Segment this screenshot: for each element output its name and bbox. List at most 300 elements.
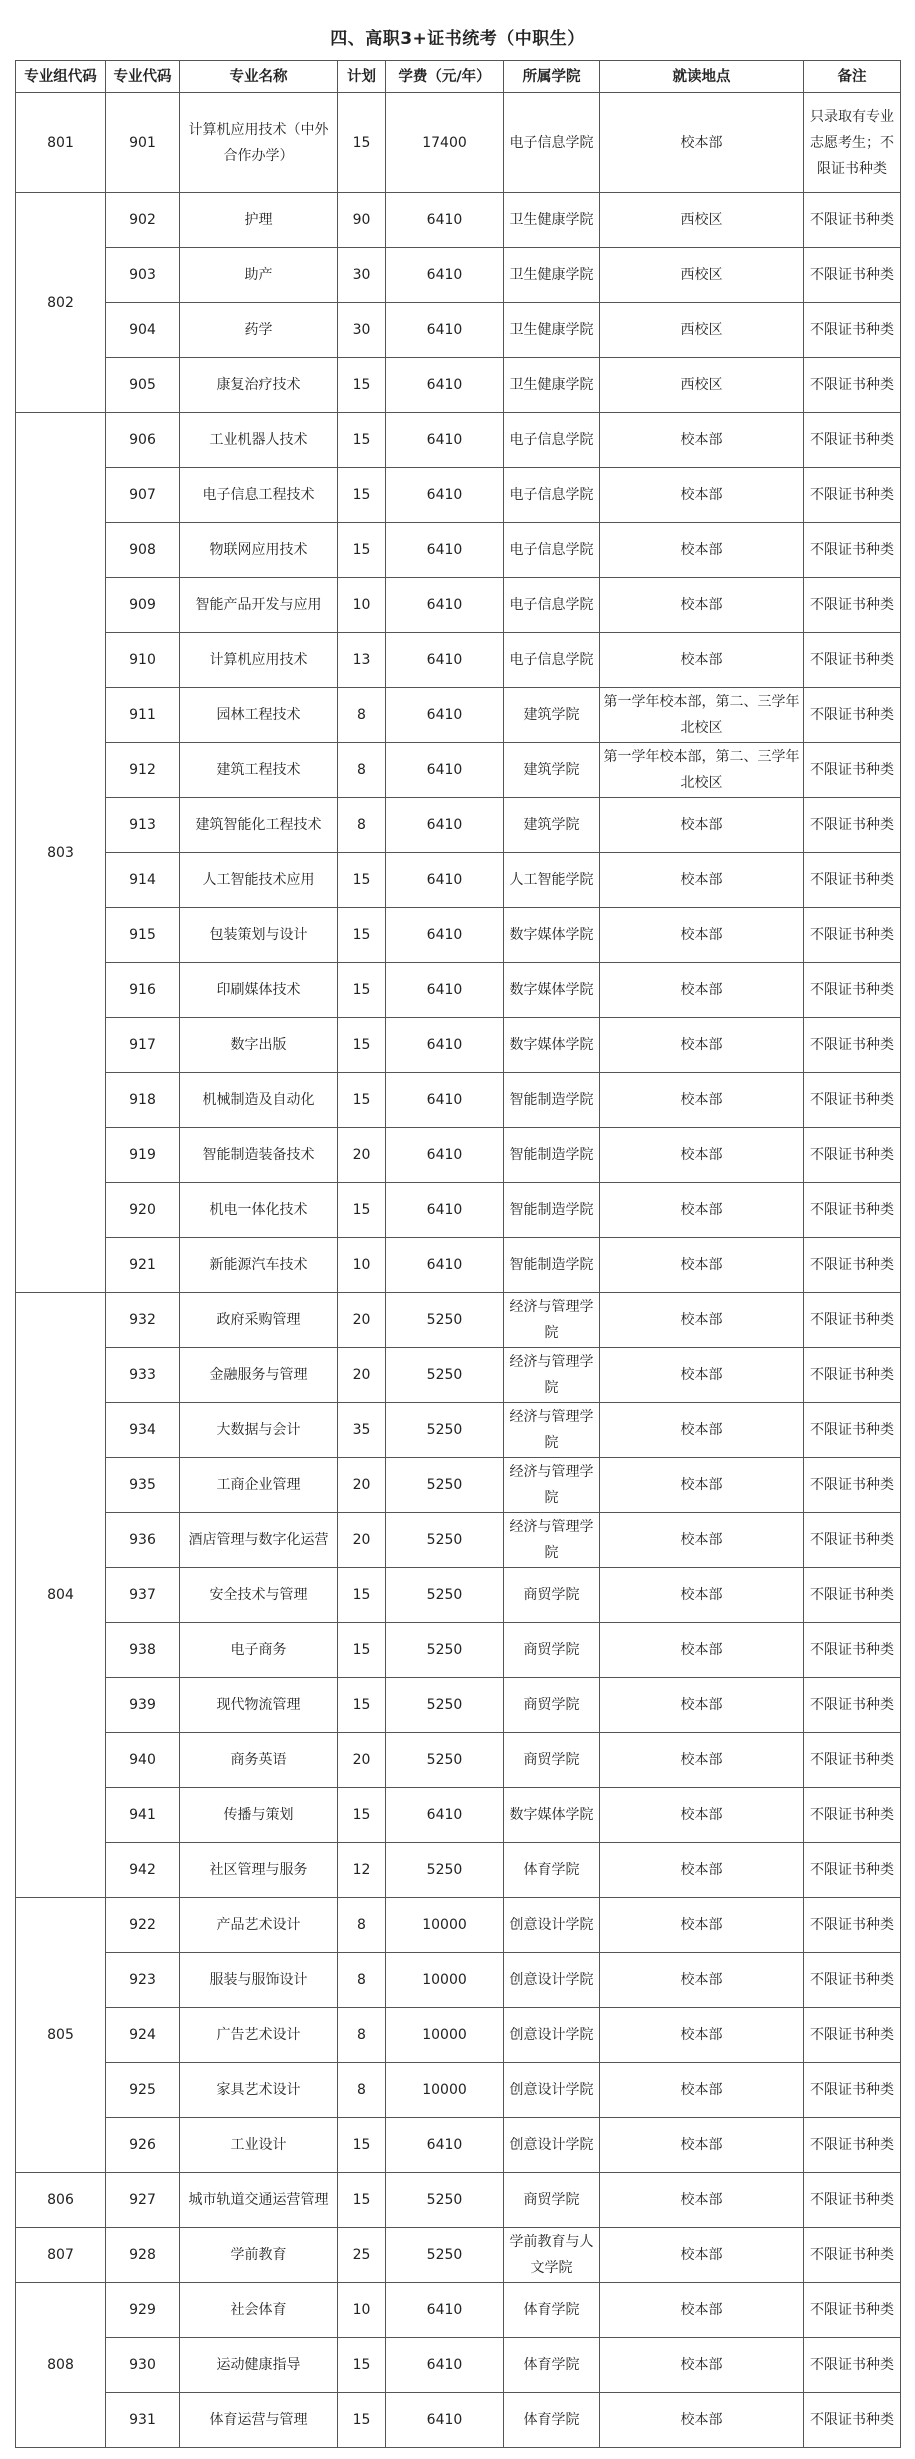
major-code-cell: 924: [106, 2008, 180, 2063]
college-cell: 数字媒体学院: [504, 963, 600, 1018]
table-row: [16, 1403, 901, 1458]
college-cell: 卫生健康学院: [504, 303, 600, 358]
college-cell: 建筑学院: [504, 743, 600, 798]
major-name-cell: 城市轨道交通运营管理: [180, 2173, 338, 2228]
table-row: [16, 1183, 901, 1238]
group-code-cell: 806: [16, 2173, 106, 2228]
major-name-cell: 园林工程技术: [180, 688, 338, 743]
table-row: [16, 2283, 901, 2338]
fee-cell: 6410: [386, 1183, 504, 1238]
location-cell: 第一学年校本部，第二、三学年北校区: [600, 743, 804, 798]
major-name-cell: 机电一体化技术: [180, 1183, 338, 1238]
plan-cell: 15: [338, 1073, 386, 1128]
note-cell: 不限证书种类: [804, 523, 901, 578]
college-cell: 经济与管理学院: [504, 1293, 600, 1348]
note-cell: 不限证书种类: [804, 798, 901, 853]
header-group-code: 专业组代码: [16, 61, 106, 93]
location-cell: 校本部: [600, 2063, 804, 2118]
major-code-cell: 938: [106, 1623, 180, 1678]
fee-cell: 10000: [386, 1898, 504, 1953]
plan-cell: 13: [338, 633, 386, 688]
major-code-cell: 936: [106, 1513, 180, 1568]
fee-cell: 6410: [386, 358, 504, 413]
plan-cell: 15: [338, 1788, 386, 1843]
major-name-cell: 体育运营与管理: [180, 2393, 338, 2448]
fee-cell: 5250: [386, 1678, 504, 1733]
plan-cell: 20: [338, 1458, 386, 1513]
group-code-cell: 807: [16, 2228, 106, 2283]
table-row: [16, 1238, 901, 1293]
college-cell: 建筑学院: [504, 688, 600, 743]
major-code-cell: 920: [106, 1183, 180, 1238]
table-row: [16, 1843, 901, 1898]
table-row: [16, 1293, 901, 1348]
fee-cell: 6410: [386, 248, 504, 303]
major-code-cell: 929: [106, 2283, 180, 2338]
fee-cell: 6410: [386, 578, 504, 633]
location-cell: 校本部: [600, 523, 804, 578]
major-code-cell: 918: [106, 1073, 180, 1128]
fee-cell: 6410: [386, 1788, 504, 1843]
plan-cell: 15: [338, 1623, 386, 1678]
table-row: [16, 1128, 901, 1183]
plan-cell: 15: [338, 2173, 386, 2228]
note-cell: 不限证书种类: [804, 1403, 901, 1458]
major-name-cell: 产品艺术设计: [180, 1898, 338, 1953]
table-row: [16, 2228, 901, 2283]
college-cell: 卫生健康学院: [504, 193, 600, 248]
major-name-cell: 大数据与会计: [180, 1403, 338, 1458]
plan-cell: 15: [338, 1568, 386, 1623]
plan-cell: 20: [338, 1293, 386, 1348]
major-code-cell: 917: [106, 1018, 180, 1073]
fee-cell: 5250: [386, 2228, 504, 2283]
plan-cell: 15: [338, 1678, 386, 1733]
college-cell: 卫生健康学院: [504, 248, 600, 303]
major-code-cell: 904: [106, 303, 180, 358]
fee-cell: 6410: [386, 2338, 504, 2393]
major-name-cell: 商务英语: [180, 1733, 338, 1788]
plan-cell: 12: [338, 1843, 386, 1898]
note-cell: 不限证书种类: [804, 2338, 901, 2393]
table-row: [16, 1678, 901, 1733]
table-row: [16, 1568, 901, 1623]
major-code-cell: 901: [106, 93, 180, 193]
location-cell: 校本部: [600, 468, 804, 523]
college-cell: 数字媒体学院: [504, 1788, 600, 1843]
note-cell: 不限证书种类: [804, 1183, 901, 1238]
major-name-cell: 家具艺术设计: [180, 2063, 338, 2118]
major-name-cell: 计算机应用技术: [180, 633, 338, 688]
location-cell: 校本部: [600, 2393, 804, 2448]
plan-cell: 10: [338, 578, 386, 633]
major-name-cell: 酒店管理与数字化运营: [180, 1513, 338, 1568]
location-cell: 校本部: [600, 1733, 804, 1788]
major-code-cell: 942: [106, 1843, 180, 1898]
plan-cell: 15: [338, 413, 386, 468]
location-cell: 西校区: [600, 303, 804, 358]
table-row: [16, 1623, 901, 1678]
major-name-cell: 智能制造装备技术: [180, 1128, 338, 1183]
college-cell: 电子信息学院: [504, 413, 600, 468]
major-code-cell: 909: [106, 578, 180, 633]
plan-cell: 8: [338, 1898, 386, 1953]
major-name-cell: 工业设计: [180, 2118, 338, 2173]
college-cell: 经济与管理学院: [504, 1348, 600, 1403]
major-code-cell: 932: [106, 1293, 180, 1348]
college-cell: 电子信息学院: [504, 523, 600, 578]
table-row: [16, 303, 901, 358]
location-cell: 校本部: [600, 853, 804, 908]
fee-cell: 5250: [386, 1733, 504, 1788]
major-code-cell: 915: [106, 908, 180, 963]
fee-cell: 6410: [386, 303, 504, 358]
note-cell: 不限证书种类: [804, 1678, 901, 1733]
major-name-cell: 康复治疗技术: [180, 358, 338, 413]
location-cell: 校本部: [600, 1898, 804, 1953]
major-name-cell: 传播与策划: [180, 1788, 338, 1843]
table-row: [16, 248, 901, 303]
plan-cell: 15: [338, 2393, 386, 2448]
major-code-cell: 934: [106, 1403, 180, 1458]
note-cell: 不限证书种类: [804, 1788, 901, 1843]
major-name-cell: 政府采购管理: [180, 1293, 338, 1348]
table-row: [16, 2393, 901, 2448]
location-cell: 校本部: [600, 1348, 804, 1403]
major-name-cell: 社会体育: [180, 2283, 338, 2338]
major-code-cell: 941: [106, 1788, 180, 1843]
group-code-cell: 801: [16, 93, 106, 193]
table-row: [16, 743, 901, 798]
fee-cell: 6410: [386, 413, 504, 468]
table-row: [16, 1953, 901, 2008]
table-row: [16, 1788, 901, 1843]
location-cell: 校本部: [600, 1238, 804, 1293]
note-cell: 不限证书种类: [804, 413, 901, 468]
college-cell: 体育学院: [504, 2283, 600, 2338]
plan-cell: 15: [338, 853, 386, 908]
note-cell: 不限证书种类: [804, 303, 901, 358]
college-cell: 智能制造学院: [504, 1238, 600, 1293]
major-name-cell: 运动健康指导: [180, 2338, 338, 2393]
fee-cell: 6410: [386, 908, 504, 963]
table-row: [16, 468, 901, 523]
college-cell: 商贸学院: [504, 1733, 600, 1788]
table-row: [16, 1018, 901, 1073]
location-cell: 校本部: [600, 1678, 804, 1733]
table-row: [16, 1348, 901, 1403]
group-code-cell: 808: [16, 2283, 106, 2448]
location-cell: 校本部: [600, 2283, 804, 2338]
major-code-cell: 928: [106, 2228, 180, 2283]
group-code-cell: 804: [16, 1293, 106, 1898]
plan-cell: 15: [338, 2118, 386, 2173]
plan-cell: 15: [338, 358, 386, 413]
major-code-cell: 931: [106, 2393, 180, 2448]
note-cell: 不限证书种类: [804, 1238, 901, 1293]
major-code-cell: 903: [106, 248, 180, 303]
location-cell: 校本部: [600, 93, 804, 193]
major-code-cell: 922: [106, 1898, 180, 1953]
table-header-row: [16, 61, 901, 93]
major-code-cell: 902: [106, 193, 180, 248]
note-cell: 不限证书种类: [804, 2283, 901, 2338]
plan-cell: 20: [338, 1513, 386, 1568]
plan-cell: 30: [338, 248, 386, 303]
major-name-cell: 服装与服饰设计: [180, 1953, 338, 2008]
plan-cell: 35: [338, 1403, 386, 1458]
college-cell: 创意设计学院: [504, 2063, 600, 2118]
fee-cell: 5250: [386, 1293, 504, 1348]
note-cell: 不限证书种类: [804, 1953, 901, 2008]
fee-cell: 6410: [386, 1018, 504, 1073]
table-row: [16, 2118, 901, 2173]
group-code-cell: 802: [16, 193, 106, 413]
location-cell: 校本部: [600, 1953, 804, 2008]
major-name-cell: 电子商务: [180, 1623, 338, 1678]
location-cell: 校本部: [600, 1018, 804, 1073]
major-name-cell: 护理: [180, 193, 338, 248]
location-cell: 校本部: [600, 798, 804, 853]
major-name-cell: 工商企业管理: [180, 1458, 338, 1513]
table-body: [16, 93, 901, 2448]
table-row: [16, 1733, 901, 1788]
major-code-cell: 937: [106, 1568, 180, 1623]
major-code-cell: 911: [106, 688, 180, 743]
major-code-cell: 940: [106, 1733, 180, 1788]
header-major-name: 专业名称: [180, 61, 338, 93]
major-code-cell: 908: [106, 523, 180, 578]
note-cell: 不限证书种类: [804, 2063, 901, 2118]
college-cell: 体育学院: [504, 1843, 600, 1898]
college-cell: 数字媒体学院: [504, 1018, 600, 1073]
college-cell: 电子信息学院: [504, 578, 600, 633]
major-name-cell: 数字出版: [180, 1018, 338, 1073]
fee-cell: 5250: [386, 1513, 504, 1568]
table-row: [16, 1513, 901, 1568]
table-row: [16, 633, 901, 688]
location-cell: 校本部: [600, 1623, 804, 1678]
major-name-cell: 现代物流管理: [180, 1678, 338, 1733]
major-code-cell: 925: [106, 2063, 180, 2118]
location-cell: 校本部: [600, 1513, 804, 1568]
location-cell: 校本部: [600, 2008, 804, 2063]
plan-cell: 15: [338, 2338, 386, 2393]
admission-table: [15, 60, 901, 2448]
plan-cell: 15: [338, 963, 386, 1018]
table-row: [16, 1458, 901, 1513]
college-cell: 智能制造学院: [504, 1183, 600, 1238]
college-cell: 创意设计学院: [504, 1898, 600, 1953]
note-cell: 不限证书种类: [804, 1843, 901, 1898]
college-cell: 创意设计学院: [504, 1953, 600, 2008]
table-row: [16, 523, 901, 578]
major-name-cell: 人工智能技术应用: [180, 853, 338, 908]
note-cell: 不限证书种类: [804, 2008, 901, 2063]
college-cell: 电子信息学院: [504, 633, 600, 688]
note-cell: 不限证书种类: [804, 2173, 901, 2228]
header-note: 备注: [804, 61, 901, 93]
fee-cell: 5250: [386, 1348, 504, 1403]
college-cell: 创意设计学院: [504, 2118, 600, 2173]
major-code-cell: 913: [106, 798, 180, 853]
plan-cell: 30: [338, 303, 386, 358]
table-row: [16, 413, 901, 468]
note-cell: 不限证书种类: [804, 1568, 901, 1623]
note-cell: 不限证书种类: [804, 468, 901, 523]
major-name-cell: 建筑智能化工程技术: [180, 798, 338, 853]
major-name-cell: 社区管理与服务: [180, 1843, 338, 1898]
major-name-cell: 安全技术与管理: [180, 1568, 338, 1623]
major-code-cell: 906: [106, 413, 180, 468]
plan-cell: 8: [338, 688, 386, 743]
note-cell: 不限证书种类: [804, 248, 901, 303]
fee-cell: 6410: [386, 1073, 504, 1128]
location-cell: 校本部: [600, 1458, 804, 1513]
table-row: [16, 963, 901, 1018]
location-cell: 校本部: [600, 1183, 804, 1238]
location-cell: 校本部: [600, 908, 804, 963]
note-cell: 不限证书种类: [804, 578, 901, 633]
major-name-cell: 药学: [180, 303, 338, 358]
major-name-cell: 学前教育: [180, 2228, 338, 2283]
college-cell: 创意设计学院: [504, 2008, 600, 2063]
location-cell: 校本部: [600, 578, 804, 633]
plan-cell: 15: [338, 468, 386, 523]
table-row: [16, 688, 901, 743]
college-cell: 体育学院: [504, 2393, 600, 2448]
fee-cell: 6410: [386, 1128, 504, 1183]
plan-cell: 8: [338, 743, 386, 798]
note-cell: 不限证书种类: [804, 1018, 901, 1073]
plan-cell: 8: [338, 1953, 386, 2008]
table-row: [16, 798, 901, 853]
location-cell: 校本部: [600, 2173, 804, 2228]
location-cell: 第一学年校本部，第二、三学年北校区: [600, 688, 804, 743]
plan-cell: 90: [338, 193, 386, 248]
header-location: 就读地点: [600, 61, 804, 93]
plan-cell: 20: [338, 1128, 386, 1183]
plan-cell: 15: [338, 523, 386, 578]
table-row: [16, 193, 901, 248]
major-code-cell: 923: [106, 1953, 180, 2008]
page-title: 四、高职3+证书统考（中职生）: [330, 29, 585, 49]
fee-cell: 6410: [386, 468, 504, 523]
plan-cell: 8: [338, 2063, 386, 2118]
major-code-cell: 912: [106, 743, 180, 798]
fee-cell: 6410: [386, 523, 504, 578]
plan-cell: 10: [338, 1238, 386, 1293]
note-cell: 不限证书种类: [804, 2393, 901, 2448]
fee-cell: 5250: [386, 2173, 504, 2228]
college-cell: 商贸学院: [504, 2173, 600, 2228]
note-cell: 不限证书种类: [804, 1458, 901, 1513]
major-name-cell: 工业机器人技术: [180, 413, 338, 468]
major-name-cell: 印刷媒体技术: [180, 963, 338, 1018]
major-code-cell: 905: [106, 358, 180, 413]
location-cell: 校本部: [600, 1293, 804, 1348]
college-cell: 商贸学院: [504, 1623, 600, 1678]
major-name-cell: 计算机应用技术（中外合作办学）: [180, 93, 338, 193]
fee-cell: 5250: [386, 1623, 504, 1678]
plan-cell: 15: [338, 1018, 386, 1073]
major-code-cell: 919: [106, 1128, 180, 1183]
major-code-cell: 935: [106, 1458, 180, 1513]
plan-cell: 15: [338, 1183, 386, 1238]
college-cell: 人工智能学院: [504, 853, 600, 908]
table-row: [16, 2008, 901, 2063]
major-name-cell: 助产: [180, 248, 338, 303]
fee-cell: 6410: [386, 963, 504, 1018]
fee-cell: 6410: [386, 1238, 504, 1293]
plan-cell: 15: [338, 93, 386, 193]
table-row: [16, 358, 901, 413]
fee-cell: 6410: [386, 798, 504, 853]
plan-cell: 15: [338, 908, 386, 963]
location-cell: 校本部: [600, 1788, 804, 1843]
major-code-cell: 921: [106, 1238, 180, 1293]
location-cell: 校本部: [600, 413, 804, 468]
fee-cell: 5250: [386, 1843, 504, 1898]
location-cell: 校本部: [600, 1073, 804, 1128]
location-cell: 西校区: [600, 358, 804, 413]
major-code-cell: 926: [106, 2118, 180, 2173]
major-name-cell: 包装策划与设计: [180, 908, 338, 963]
table-row: [16, 908, 901, 963]
note-cell: 不限证书种类: [804, 1128, 901, 1183]
college-cell: 电子信息学院: [504, 468, 600, 523]
note-cell: 不限证书种类: [804, 193, 901, 248]
major-code-cell: 914: [106, 853, 180, 908]
note-cell: 不限证书种类: [804, 1513, 901, 1568]
college-cell: 商贸学院: [504, 1568, 600, 1623]
college-cell: 经济与管理学院: [504, 1513, 600, 1568]
college-cell: 经济与管理学院: [504, 1458, 600, 1513]
major-code-cell: 907: [106, 468, 180, 523]
note-cell: 不限证书种类: [804, 1073, 901, 1128]
note-cell: 不限证书种类: [804, 853, 901, 908]
note-cell: 不限证书种类: [804, 633, 901, 688]
college-cell: 建筑学院: [504, 798, 600, 853]
location-cell: 校本部: [600, 1403, 804, 1458]
college-cell: 智能制造学院: [504, 1128, 600, 1183]
college-cell: 经济与管理学院: [504, 1403, 600, 1458]
note-cell: 只录取有专业志愿考生；不限证书种类: [804, 93, 901, 193]
college-cell: 学前教育与人文学院: [504, 2228, 600, 2283]
note-cell: 不限证书种类: [804, 1898, 901, 1953]
table-row: [16, 853, 901, 908]
note-cell: 不限证书种类: [804, 963, 901, 1018]
table-row: [16, 2338, 901, 2393]
location-cell: 校本部: [600, 1843, 804, 1898]
fee-cell: 6410: [386, 193, 504, 248]
location-cell: 校本部: [600, 633, 804, 688]
major-name-cell: 机械制造及自动化: [180, 1073, 338, 1128]
major-name-cell: 智能产品开发与应用: [180, 578, 338, 633]
major-code-cell: 916: [106, 963, 180, 1018]
fee-cell: 17400: [386, 93, 504, 193]
plan-cell: 8: [338, 798, 386, 853]
college-cell: 体育学院: [504, 2338, 600, 2393]
table-row: [16, 1073, 901, 1128]
fee-cell: 6410: [386, 2393, 504, 2448]
location-cell: 校本部: [600, 1568, 804, 1623]
college-cell: 卫生健康学院: [504, 358, 600, 413]
plan-cell: 20: [338, 1348, 386, 1403]
major-name-cell: 建筑工程技术: [180, 743, 338, 798]
location-cell: 西校区: [600, 248, 804, 303]
location-cell: 校本部: [600, 1128, 804, 1183]
